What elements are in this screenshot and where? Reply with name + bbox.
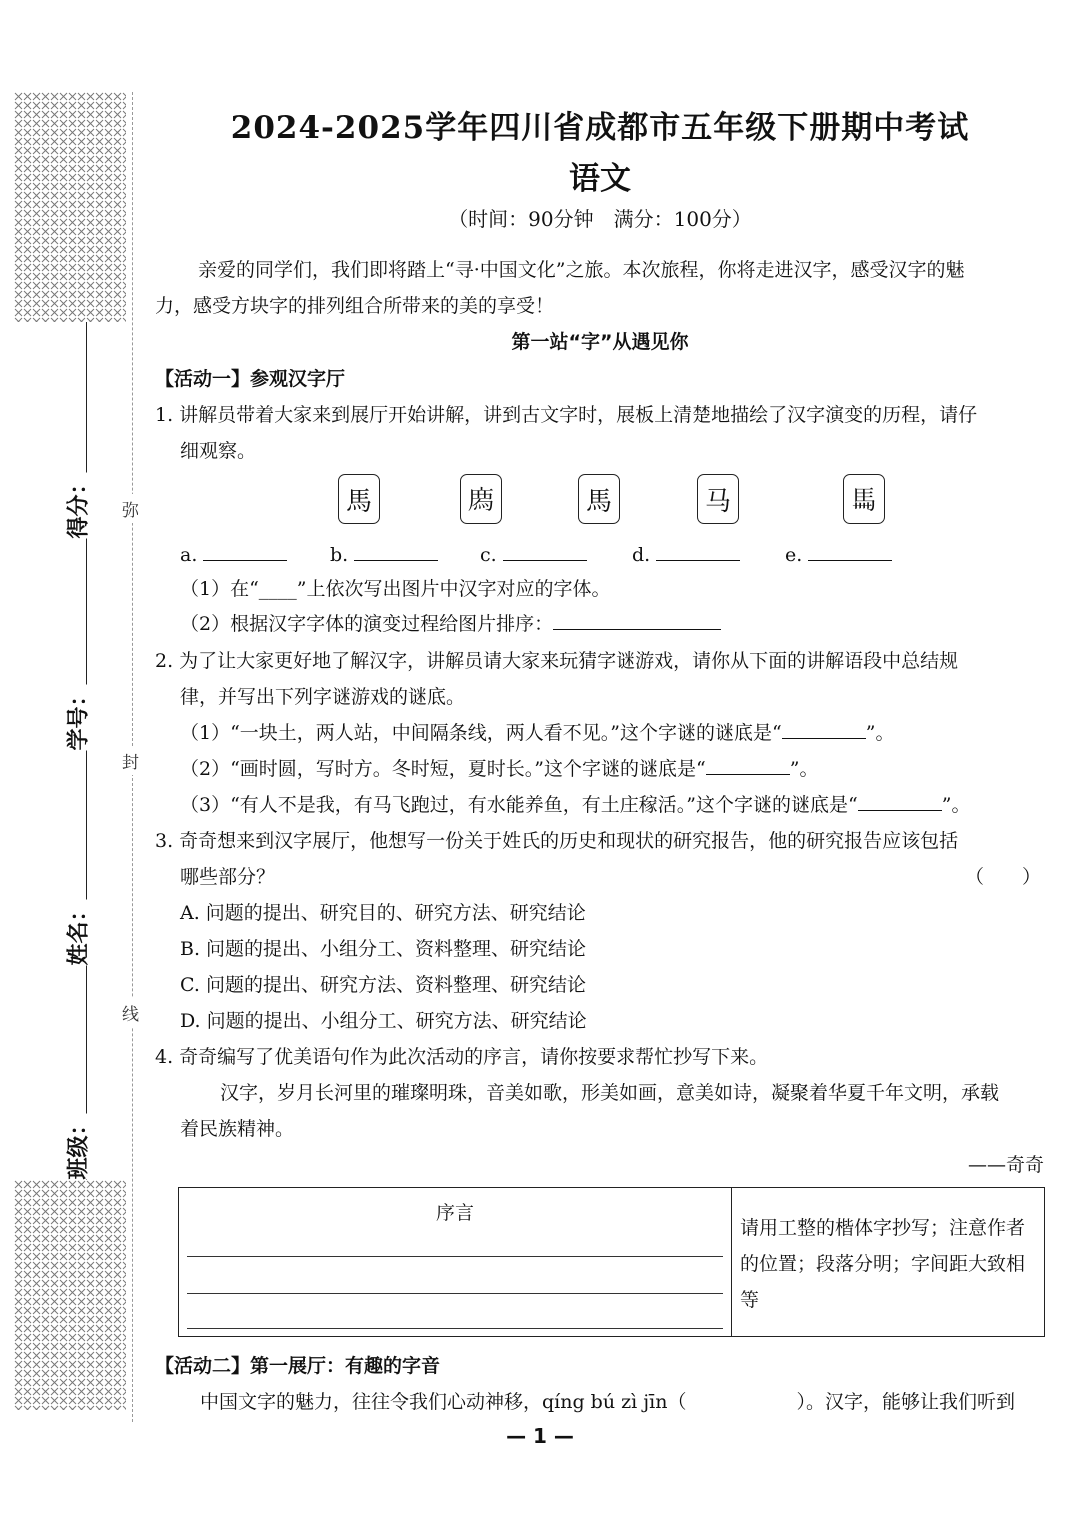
q3-option-b[interactable]: B. 问题的提出、小组分工、资料整理、研究结论 bbox=[180, 938, 587, 960]
q2-sub-1: （1）“一块土，两人站，中间隔条线，两人看不见。”这个字谜的谜底是“ ”。 bbox=[180, 718, 894, 745]
decorative-pattern-bottom bbox=[14, 1180, 126, 1410]
q1-sub-2: （2）根据汉字字体的演变过程给图片排序： bbox=[180, 609, 721, 636]
preface-writing-box bbox=[178, 1187, 1045, 1337]
glyph-card-a: 馬 bbox=[338, 474, 380, 524]
q4-line-1: 4. 奇奇编写了优美语句作为此次活动的序言，请你按要求帮忙抄写下来。 bbox=[155, 1046, 769, 1068]
intro-line-2: 力，感受方块字的排列组合所带来的美的享受！ bbox=[155, 295, 555, 317]
q4-quote-line-1: 汉字，岁月长河里的璀璨明珠，音美如歌，形美如画，意美如诗，凝聚着华夏千年文明，承载 bbox=[220, 1082, 1000, 1104]
student-id-label: 学号： bbox=[58, 684, 97, 750]
seal-char-feng: 封 bbox=[122, 746, 139, 775]
q1-line-2: 细观察。 bbox=[180, 440, 257, 462]
answer-blank-d[interactable] bbox=[656, 540, 740, 561]
station-title: 第一站“字”从遇见你 bbox=[511, 331, 689, 353]
q1-sub-1: （1）在“____”上依次写出图片中汉字对应的字体。 bbox=[180, 578, 611, 600]
time-info: （时间：90分钟 满分：100分） bbox=[448, 207, 752, 231]
q3-line-2: 哪些部分？ bbox=[180, 866, 276, 888]
seal-char-mi: 弥 bbox=[122, 494, 139, 523]
q3-option-d[interactable]: D. 问题的提出、小组分工、研究方法、研究结论 bbox=[180, 1010, 587, 1032]
exam-title: 2024-2025学年四川省成都市五年级下册期中考试 bbox=[230, 110, 970, 146]
answer-blank-e[interactable] bbox=[808, 540, 892, 561]
writing-line-3 bbox=[187, 1328, 723, 1329]
preface-title: 序言 bbox=[435, 1202, 474, 1224]
class-label: 班级： bbox=[58, 1113, 97, 1179]
q2-line-2: 律，并写出下列字谜游戏的谜底。 bbox=[180, 686, 466, 708]
glyph-card-b: 𢊁 bbox=[460, 474, 502, 524]
option-c: c. bbox=[480, 540, 587, 566]
q2-sub-3: （3）“有人不是我，有马飞跑过，有水能养鱼，有土庄稼活。”这个字谜的谜底是“ ”。 bbox=[180, 790, 970, 817]
glyph-card-d: 马 bbox=[697, 474, 739, 524]
option-d: d. bbox=[632, 540, 740, 566]
name-label: 姓名： bbox=[58, 899, 97, 965]
option-b: b. bbox=[330, 540, 438, 566]
riddle-answer-1[interactable] bbox=[782, 718, 866, 739]
q3-answer-bracket[interactable]: （ ） bbox=[965, 866, 1042, 888]
order-answer-blank[interactable] bbox=[553, 609, 721, 630]
intro-line-1: 亲爱的同学们，我们即将踏上“寻·中国文化”之旅。本次旅程，你将走进汉字，感受汉字的魅 bbox=[198, 259, 965, 281]
q4-quote-line-2: 着民族精神。 bbox=[180, 1118, 295, 1140]
activity-1-heading: 【活动一】参观汉字厅 bbox=[155, 368, 346, 390]
page-number: — 1 — bbox=[506, 1424, 574, 1448]
preface-instructions: 请用工整的楷体字抄写；注意作者的位置；段落分明；字间距大致相等 bbox=[732, 1188, 1045, 1337]
binding-line bbox=[86, 322, 87, 1180]
q3-line-1: 3. 奇奇想来到汉字展厅，他想写一份关于姓氏的历史和现状的研究报告，他的研究报告应该包括 bbox=[155, 830, 959, 852]
q4-author: ——奇奇 bbox=[968, 1154, 1045, 1176]
activity-2-line: 中国文字的魅力，往往令我们心动神移，qíng bú zì jīn（ ）。汉字，能够让我们听到 bbox=[200, 1391, 1015, 1413]
q2-sub-2: （2）“画时圆，写时方。冬时短，夏时长。”这个字谜的谜底是“ ”。 bbox=[180, 754, 818, 781]
q2-line-1: 2. 为了让大家更好地了解汉字，讲解员请大家来玩猜字谜游戏，请你从下面的讲解语段中总结规 bbox=[155, 650, 959, 672]
glyph-card-c: 馬 bbox=[578, 474, 620, 524]
q1-line-1: 1. 讲解员带着大家来到展厅开始讲解，讲到古文字时，展板上清楚地描绘了汉字演变的历程，请仔 bbox=[155, 404, 978, 426]
answer-blank-a[interactable] bbox=[203, 540, 287, 561]
glyph-card-e: 𩡧 bbox=[843, 474, 885, 524]
preface-writing-area[interactable] bbox=[179, 1188, 732, 1337]
subject-title: 语文 bbox=[569, 161, 631, 197]
writing-line-1 bbox=[187, 1256, 723, 1257]
score-label: 得分： bbox=[58, 472, 97, 538]
option-e: e. bbox=[785, 540, 892, 566]
answer-blank-c[interactable] bbox=[503, 540, 587, 561]
writing-line-2 bbox=[187, 1293, 723, 1294]
q3-option-c[interactable]: C. 问题的提出、研究方法、资料整理、研究结论 bbox=[180, 974, 586, 996]
answer-blank-b[interactable] bbox=[354, 540, 438, 561]
q3-option-a[interactable]: A. 问题的提出、研究目的、研究方法、研究结论 bbox=[180, 902, 586, 924]
decorative-pattern-top bbox=[14, 92, 126, 322]
option-a: a. bbox=[180, 540, 287, 566]
seal-char-xian: 线 bbox=[122, 998, 139, 1027]
riddle-answer-3[interactable] bbox=[858, 790, 942, 811]
activity-2-heading: 【活动二】第一展厅：有趣的字音 bbox=[155, 1355, 441, 1377]
riddle-answer-2[interactable] bbox=[706, 754, 790, 775]
